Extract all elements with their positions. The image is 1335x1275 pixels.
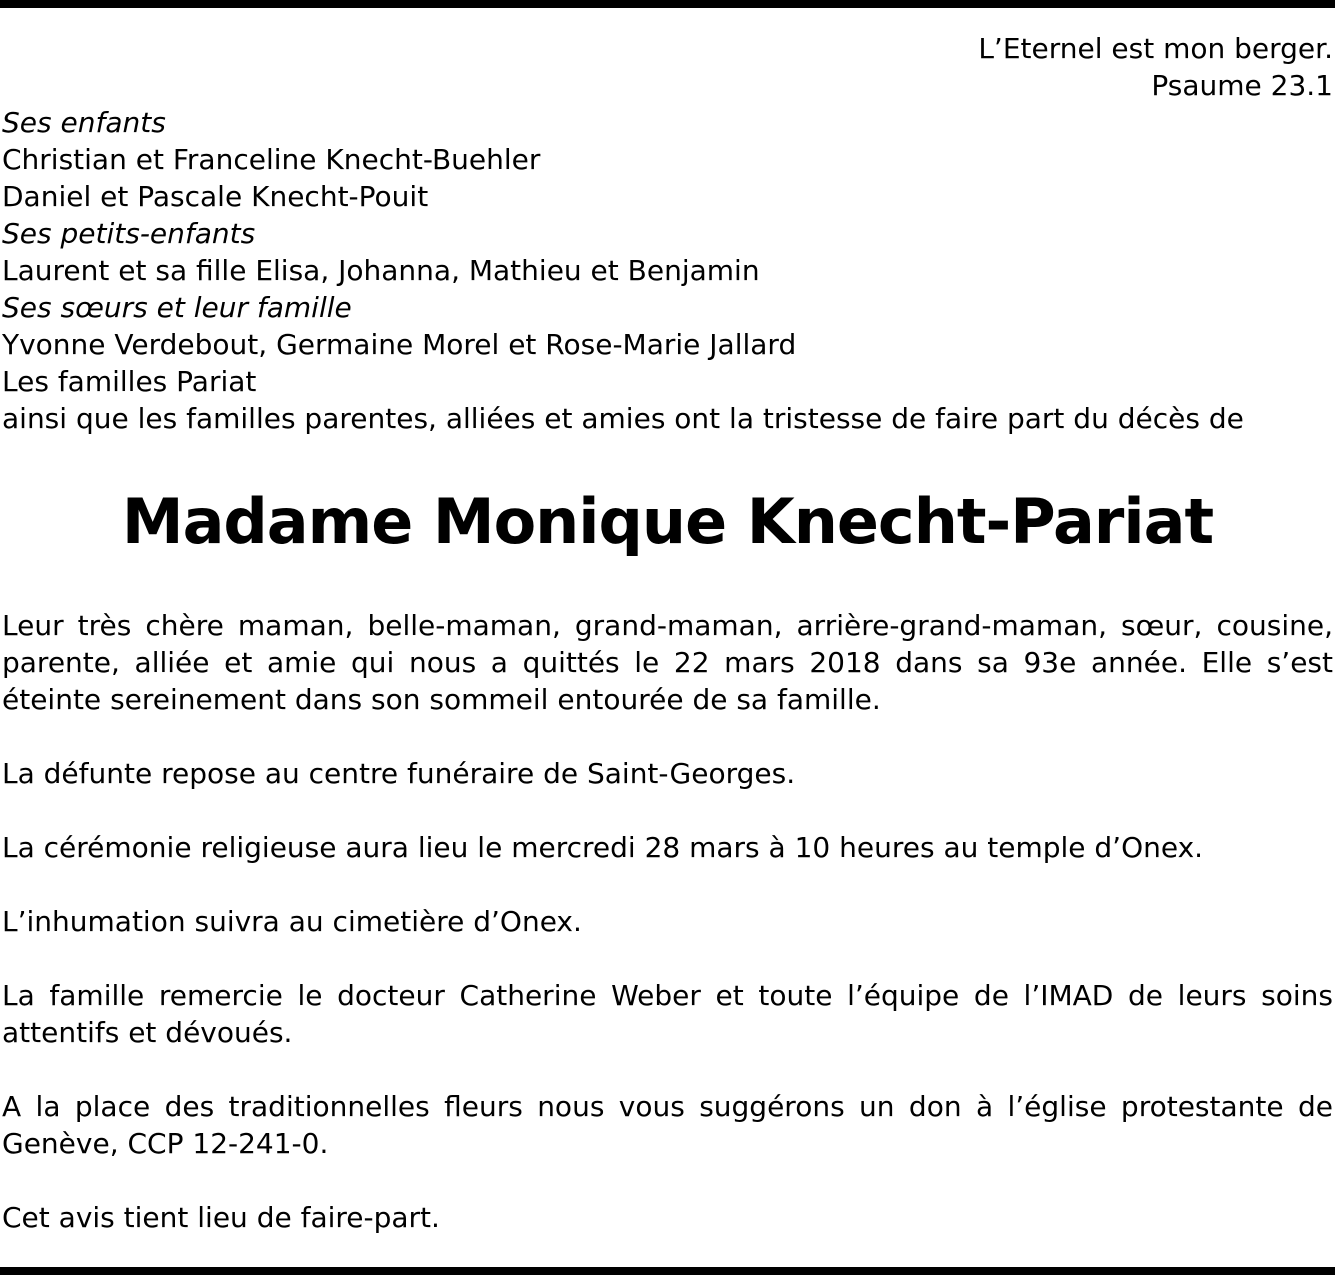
epigraph-quote: L’Eternel est mon berger.	[978, 32, 1333, 65]
family-line: Laurent et sa fille Elisa, Johanna, Mathieu et Benjamin	[2, 254, 760, 287]
family-line: Les familles Pariat	[2, 365, 257, 398]
notice-body	[2, 607, 1333, 1236]
family-line: Yvonne Verdebout, Germaine Morel et Rose-Marie Jallard	[2, 328, 797, 361]
paragraph: Leur très chère maman, belle-maman, grand-maman, arrière-grand-maman, sœur, cousine, parente, alliée et amie qui nous a quittés le 22 mars 2018 dans sa 93e année. Elle s’est éteinte sereinement dans son sommeil entourée de sa famille.	[2, 609, 1333, 716]
epigraph	[2, 30, 1333, 104]
family-line: ainsi que les familles parentes, alliées et amies ont la tristesse de faire part du décès de	[2, 402, 1244, 435]
paragraph: La défunte repose au centre funéraire de Saint-Georges.	[2, 757, 796, 790]
deceased-name: Madame Monique Knecht-Pariat	[121, 485, 1214, 558]
family-line: Daniel et Pascale Knecht-Pouit	[2, 180, 429, 213]
epigraph-reference: Psaume 23.1	[1151, 69, 1333, 102]
paragraph: La famille remercie le docteur Catherine Weber et toute l’équipe de l’IMAD de leurs soins attentifs et dévoués.	[2, 979, 1333, 1049]
paragraph: Cet avis tient lieu de faire-part.	[2, 1201, 440, 1234]
family-list	[2, 104, 1333, 437]
obituary-notice	[2, 30, 1333, 1236]
family-line: Ses petits-enfants	[2, 217, 256, 250]
top-rule	[0, 0, 1335, 8]
family-line: Christian et Franceline Knecht-Buehler	[2, 143, 541, 176]
paragraph: La cérémonie religieuse aura lieu le mercredi 28 mars à 10 heures au temple d’Onex.	[2, 831, 1204, 864]
family-line: Ses enfants	[2, 106, 166, 139]
paragraph: A la place des traditionnelles fleurs nous vous suggérons un don à l’église protestante de Genève, CCP 12-241-0.	[2, 1090, 1333, 1160]
paragraph: L’inhumation suivra au cimetière d’Onex.	[2, 905, 582, 938]
bottom-rule	[0, 1267, 1335, 1275]
family-line: Ses sœurs et leur famille	[2, 291, 352, 324]
